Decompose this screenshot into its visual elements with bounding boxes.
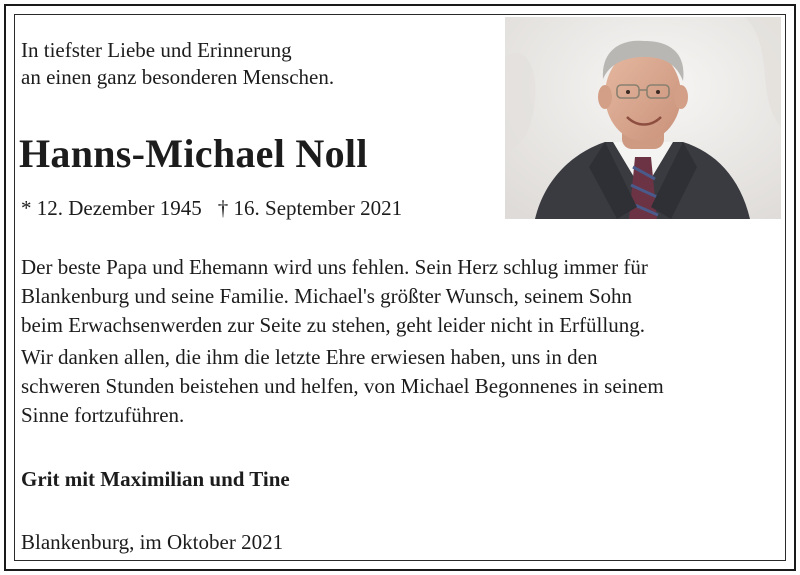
portrait-illustration bbox=[505, 17, 781, 219]
portrait-photo bbox=[505, 17, 781, 219]
paragraph-1-line: Der beste Papa und Ehemann wird uns fehlen. Sein Herz schlug immer für bbox=[21, 255, 648, 279]
place-date: Blankenburg, im Oktober 2021 bbox=[21, 530, 284, 554]
birth-date: * 12. Dezember 1945 bbox=[21, 196, 202, 220]
death-date: † 16. September 2021 bbox=[217, 196, 403, 220]
paragraph-2 bbox=[21, 343, 664, 430]
paragraph-2-line: schweren Stunden beistehen und helfen, von Michael Begonnenes in seinem bbox=[21, 374, 664, 398]
intro-text bbox=[21, 37, 334, 91]
signature: Grit mit Maximilian und Tine bbox=[21, 467, 290, 491]
paragraph-1-line: beim Erwachsenwerden zur Seite zu stehen, geht leider nicht in Erfüllung. bbox=[21, 313, 645, 337]
intro-line-1: In tiefster Liebe und Erinnerung bbox=[21, 38, 292, 62]
paragraph-2-line: Wir danken allen, die ihm die letzte Ehre erwiesen haben, uns in den bbox=[21, 345, 598, 369]
intro-line-2: an einen ganz besonderen Menschen. bbox=[21, 65, 335, 89]
deceased-name: Hanns-Michael Noll bbox=[19, 131, 368, 176]
paragraph-1-line: Blankenburg und seine Familie. Michael's größter Wunsch, seinem Sohn bbox=[21, 284, 633, 308]
paragraph-1 bbox=[21, 253, 648, 340]
paragraph-2-line: Sinne fortzuführen. bbox=[21, 403, 185, 427]
life-dates bbox=[21, 196, 402, 221]
